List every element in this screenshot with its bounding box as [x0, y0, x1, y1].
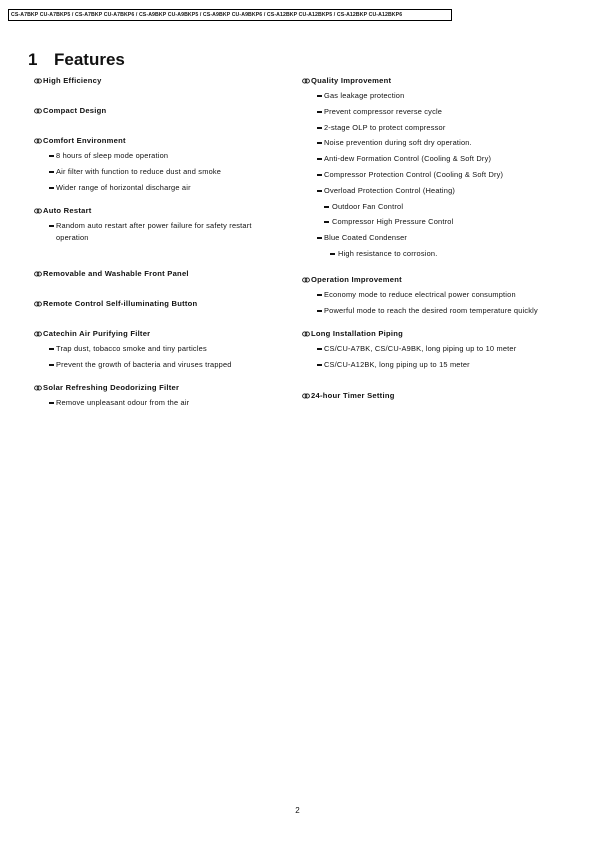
dash-bullet-icon — [49, 348, 54, 350]
feature-detail-list — [34, 397, 284, 409]
feature-detail-item — [302, 169, 550, 181]
feature-heading — [34, 383, 284, 393]
feature-detail-item — [302, 185, 550, 197]
feature-detail-item — [302, 248, 550, 260]
dash-bullet-icon — [49, 364, 54, 366]
feature-heading — [302, 391, 550, 401]
feature-heading-text: High Efficiency — [43, 76, 102, 85]
page-number: 2 — [295, 806, 300, 815]
feature-bullet-icon — [302, 77, 310, 85]
feature-bullet-icon — [34, 207, 42, 215]
feature-detail-list — [34, 150, 284, 193]
feature-heading — [302, 329, 550, 339]
left-feature-column — [34, 76, 284, 408]
dash-bullet-icon — [317, 294, 322, 296]
feature-heading — [34, 106, 284, 116]
feature-group — [302, 275, 550, 317]
dash-bullet-icon — [317, 158, 322, 160]
feature-detail-text: CS/CU-A7BK, CS/CU-A9BK, long piping up to 10 meter — [324, 344, 517, 354]
section-title-text: Features — [54, 50, 125, 69]
feature-group — [34, 269, 284, 279]
feature-heading-text: Solar Refreshing Deodorizing Filter — [43, 382, 180, 392]
feature-detail-text: Compressor Protection Control (Cooling & Soft Dry) — [324, 169, 504, 179]
feature-detail-item — [34, 220, 284, 244]
feature-group — [34, 383, 284, 409]
feature-detail-item — [34, 359, 284, 371]
dash-bullet-icon — [317, 310, 322, 312]
feature-heading — [34, 299, 284, 309]
feature-bullet-icon — [34, 384, 42, 392]
feature-detail-text: Prevent the growth of bacteria and viruses trapped — [56, 359, 232, 369]
dash-bullet-icon — [317, 237, 322, 239]
feature-detail-text: Outdoor Fan Control — [332, 201, 404, 211]
feature-heading-text: 24-hour Timer Setting — [311, 390, 395, 400]
feature-heading — [34, 329, 284, 339]
dash-bullet-icon — [317, 127, 322, 129]
feature-detail-list — [302, 90, 550, 260]
feature-detail-text: CS/CU-A12BK, long piping up to 15 meter — [324, 360, 470, 370]
section-number: 1 — [28, 50, 38, 69]
feature-detail-item — [302, 359, 550, 371]
feature-detail-text: Air filter with function to reduce dust and smoke — [56, 166, 222, 176]
feature-detail-text: Random auto restart after power failure for safety restart operation — [56, 221, 252, 243]
feature-bullet-icon — [34, 330, 42, 338]
feature-heading-text: Long Installation Piping — [311, 329, 404, 339]
feature-group — [302, 329, 550, 371]
feature-heading — [34, 136, 284, 146]
dash-bullet-icon — [49, 402, 54, 404]
feature-detail-text: 2-stage OLP to protect compressor — [324, 122, 446, 132]
feature-detail-list — [34, 343, 284, 371]
feature-heading — [34, 206, 284, 216]
feature-detail-item — [34, 343, 284, 355]
dash-bullet-icon — [317, 190, 322, 192]
feature-detail-list — [302, 343, 550, 371]
feature-detail-item — [34, 150, 284, 162]
feature-bullet-icon — [302, 276, 310, 284]
feature-detail-text: High resistance to corrosion. — [338, 248, 438, 258]
feature-heading — [34, 269, 284, 279]
feature-detail-item — [302, 232, 550, 244]
feature-detail-text: Economy mode to reduce electrical power consumption — [324, 289, 516, 299]
feature-detail-text: Blue Coated Condenser — [324, 233, 408, 243]
feature-group — [34, 136, 284, 193]
feature-detail-item — [34, 166, 284, 178]
feature-detail-text: Gas leakage protection — [324, 91, 405, 100]
feature-heading-text: Operation Improvement — [311, 274, 402, 284]
feature-detail-text: Noise prevention during soft dry operation. — [324, 138, 472, 148]
feature-detail-item — [302, 289, 550, 301]
feature-detail-text: Anti-dew Formation Control (Cooling & Soft Dry) — [324, 154, 492, 164]
feature-detail-text: Compressor High Pressure Control — [332, 217, 454, 227]
feature-heading-text: Catechin Air Purifying Filter — [43, 328, 151, 338]
feature-group — [34, 106, 284, 116]
feature-group — [34, 299, 284, 309]
feature-detail-item — [302, 122, 550, 134]
feature-heading-text: Compact Design — [43, 106, 107, 115]
feature-detail-text: Trap dust, tobacco smoke and tiny particles — [56, 343, 207, 353]
feature-bullet-icon — [34, 300, 42, 308]
dash-bullet-icon — [324, 221, 329, 223]
dash-bullet-icon — [317, 95, 322, 97]
feature-detail-text: Wider range of horizontal discharge air — [56, 182, 191, 192]
dash-bullet-icon — [49, 225, 54, 227]
feature-detail-text: Overload Protection Control (Heating) — [324, 185, 456, 195]
feature-group — [302, 76, 550, 260]
dash-bullet-icon — [317, 364, 322, 366]
feature-detail-list — [34, 220, 284, 244]
feature-heading-text: Quality Improvement — [311, 76, 392, 85]
feature-detail-item — [302, 216, 550, 228]
feature-heading — [302, 76, 550, 86]
feature-detail-text: Powerful mode to reach the desired room temperature quickly — [324, 305, 538, 315]
feature-detail-item — [302, 201, 550, 213]
feature-bullet-icon — [34, 137, 42, 145]
dash-bullet-icon — [49, 187, 54, 189]
dash-bullet-icon — [317, 111, 322, 113]
feature-bullet-icon — [34, 270, 42, 278]
feature-detail-item — [302, 343, 550, 355]
feature-group — [34, 76, 284, 86]
dash-bullet-icon — [49, 171, 54, 173]
feature-heading-text: Removable and Washable Front Panel — [43, 268, 189, 278]
feature-heading-text: Remote Control Self-illuminating Button — [43, 298, 198, 308]
feature-heading-text: Comfort Environment — [43, 136, 126, 145]
feature-group — [302, 391, 550, 401]
feature-detail-item — [302, 305, 550, 317]
dash-bullet-icon — [317, 348, 322, 350]
feature-detail-item — [34, 397, 284, 409]
section-title — [28, 50, 125, 70]
feature-detail-list — [302, 289, 550, 317]
feature-group — [34, 206, 284, 244]
feature-detail-text: 8 hours of sleep mode operation — [56, 151, 169, 160]
feature-detail-item — [302, 90, 550, 102]
feature-detail-text: Prevent compressor reverse cycle — [324, 106, 443, 116]
dash-bullet-icon — [330, 253, 335, 255]
dash-bullet-icon — [49, 155, 54, 157]
feature-group — [34, 329, 284, 371]
feature-bullet-icon — [302, 392, 310, 400]
feature-bullet-icon — [302, 330, 310, 338]
right-feature-column — [302, 76, 550, 401]
feature-detail-text: Remove unpleasant odour from the air — [56, 397, 190, 407]
feature-detail-item — [302, 153, 550, 165]
feature-heading-text: Auto Restart — [43, 206, 92, 216]
feature-heading — [302, 275, 550, 285]
dash-bullet-icon — [324, 206, 329, 208]
feature-detail-item — [302, 106, 550, 118]
dash-bullet-icon — [317, 142, 322, 144]
feature-bullet-icon — [34, 107, 42, 115]
model-codes-header: CS-A7BKP CU-A7BKP5 / CS-A7BKP CU-A7BKP6 / CS-A9BKP CU-A9BKP5 / CS-A9BKP CU-A9BKP6 / CS-A12BKP CU-A12BKP5 / CS-A12BKP CU-A12BKP6 — [8, 9, 452, 21]
feature-bullet-icon — [34, 77, 42, 85]
feature-detail-item — [34, 182, 284, 194]
feature-heading — [34, 76, 284, 86]
feature-detail-item — [302, 137, 550, 149]
dash-bullet-icon — [317, 174, 322, 176]
